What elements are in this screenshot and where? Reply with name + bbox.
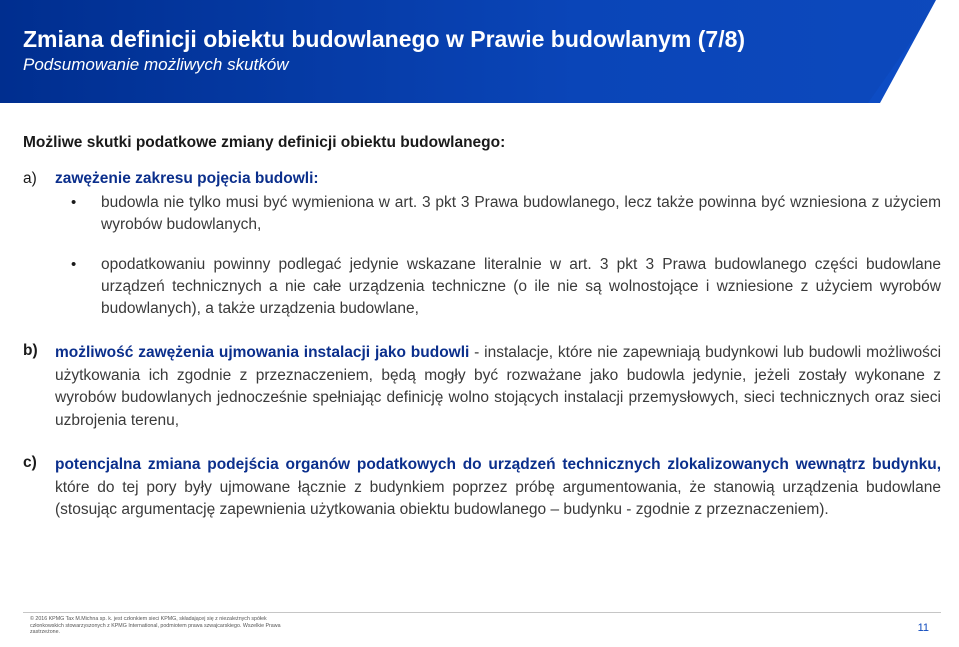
bullet-icon: • [71,194,77,211]
footer-copyright: © 2016 KPMG Tax M.Michna sp. k. jest członkiem sieci KPMG, składającej się z niezależnych spółek członkowskich stowarzyszonych z KPMG International, podmiotem prawa szwajcarskiego. Wszelkie Prawa zastrzeżone. [30,616,281,636]
footer-divider [23,612,941,613]
section-b-body: - instalacje, które nie zapewniają budynkowi lub budowli możliwości użytkowania ich zgodnie z przeznaczeniem, będą mogły być rozważane jako budowla jedynie, jeżeli zostały wykonane z wyrobów budowlanych jednocześnie spełniając definicję wolno stojących instalacji przemysłowych, sieci technicznych oraz sieci uzbrojenia terenu, [55,344,942,429]
slide-content [23,134,941,522]
section-c-text [55,454,941,522]
bullet-icon: • [71,256,77,273]
page-title: Zmiana definicji obiektu budowlanego w Prawie budowlanym (7/8) [23,26,746,52]
bullet-text: opodatkowaniu powinny podlegać jedynie wskazane literalnie w art. 3 pkt 3 Prawa budowlanego części budowlane urządzeń technicznych a nie całe urządzenia techniczne (o ile nie są wolnostojące i wzniesione z użyciem wyrobów budowlanych), a także urządzenia budowlane, [101,256,941,317]
section-a [23,170,941,320]
intro-heading: Możliwe skutki podatkowe zmiany definicji obiektu budowlanego: [23,134,506,151]
list-item [23,254,941,320]
page-number: 11 [917,622,929,634]
list-item [23,192,941,236]
section-a-bullets [23,192,941,320]
section-b [23,342,941,432]
section-a-label: a) [23,170,37,187]
section-c-label: c) [23,454,37,471]
section-b-label: b) [23,342,38,359]
section-b-text [55,342,941,432]
section-b-lead: możliwość zawężenia ujmowania instalacji jako budowli [55,344,470,361]
section-c-lead: potencjalna zmiana podejścia organów podatkowych do urządzeń technicznych zlokalizowanych wewnątrz budynku, [55,456,941,473]
section-a-heading: zawężenie zakresu pojęcia budowli: [55,170,319,187]
page-subtitle: Podsumowanie możliwych skutków [23,55,289,74]
bullet-text: budowla nie tylko musi być wymieniona w art. 3 pkt 3 Prawa budowlanego, lecz także powinna być wzniesiona z użyciem wyrobów budowlanych, [101,194,941,233]
section-c [23,454,941,522]
header-banner [0,0,959,103]
section-c-body: które do tej pory były ujmowane łącznie z budynkiem poprzez próbę argumentowania, że stanowią urządzenia budowlane (stosując argumentację zapewnienia użytkowania obiektu budowlanego – budynku - zgodnie z przeznaczeniem). [55,478,941,518]
banner-corner [880,0,959,103]
